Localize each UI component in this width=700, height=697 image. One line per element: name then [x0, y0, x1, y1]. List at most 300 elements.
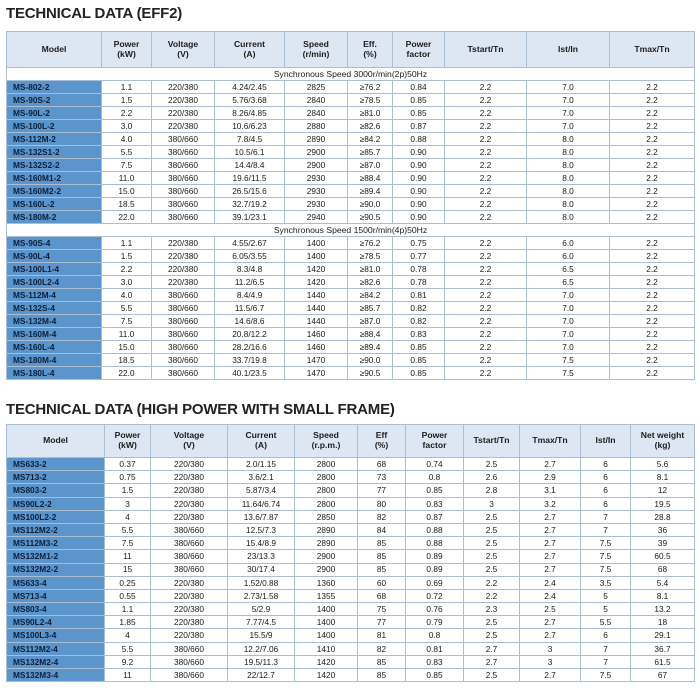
model-cell: MS-160L-2: [7, 198, 102, 211]
table-cell: 0.76: [406, 603, 464, 616]
table-cell: ≥82.6: [348, 120, 393, 133]
model-cell: MS-100L1-4: [7, 263, 102, 276]
table-cell: 2.2: [610, 250, 695, 263]
table-cell: 32.7/19.2: [215, 198, 285, 211]
table-row: [7, 616, 695, 629]
table-cell: 7.77/4.5: [228, 616, 295, 629]
table-row: [7, 354, 695, 367]
table-cell: 7.5: [527, 367, 610, 380]
table-cell: 220/380: [152, 107, 215, 120]
table-cell: 2.8: [464, 484, 520, 497]
table-cell: 220/380: [152, 120, 215, 133]
table-cell: 2940: [285, 211, 348, 224]
table-cell: 380/660: [152, 133, 215, 146]
table-cell: 7.0: [527, 81, 610, 94]
table-cell: 0.88: [406, 523, 464, 536]
model-cell: MS100L2-2: [7, 510, 105, 523]
table-cell: 0.55: [105, 589, 151, 602]
table-cell: ≥82.6: [348, 276, 393, 289]
column-header: [152, 32, 215, 68]
table-cell: 5.87/3.4: [228, 484, 295, 497]
column-header-line: (V): [177, 48, 189, 59]
model-cell: MS112M3-2: [7, 537, 105, 550]
table-cell: 0.85: [406, 669, 464, 682]
table-cell: 7.8/4.5: [215, 133, 285, 146]
column-header: [215, 32, 285, 68]
table-cell: 77: [358, 616, 406, 629]
column-header-line: Model: [43, 435, 68, 446]
table-cell: 2.2: [610, 354, 695, 367]
table-cell: 82: [358, 510, 406, 523]
table-cell: 2.2: [445, 146, 527, 159]
table-row: [7, 550, 695, 563]
table-cell: 380/660: [152, 146, 215, 159]
table-cell: 2890: [295, 537, 358, 550]
column-header-line: (r/min): [302, 48, 330, 59]
model-cell: MS90L2-4: [7, 616, 105, 629]
table-cell: 220/380: [152, 94, 215, 107]
table-cell: 5.76/3.68: [215, 94, 285, 107]
table-cell: 0.89: [406, 550, 464, 563]
section-label: Synchronous Speed 1500r/min(4p)50Hz: [7, 224, 695, 237]
table-cell: 2.2: [445, 133, 527, 146]
table-cell: 2.9: [520, 471, 581, 484]
table-cell: 2890: [285, 133, 348, 146]
table-cell: 1.1: [105, 603, 151, 616]
table-cell: 7.0: [527, 120, 610, 133]
table-cell: 3: [105, 497, 151, 510]
table-cell: ≥88.4: [348, 172, 393, 185]
table-row: [7, 250, 695, 263]
table-cell: 7.5: [102, 159, 152, 172]
table-cell: 2.2: [445, 237, 527, 250]
model-cell: MS132M1-2: [7, 550, 105, 563]
column-header-line: (kg): [654, 440, 671, 450]
table-cell: 1.5: [102, 94, 152, 107]
table-cell: 1440: [285, 315, 348, 328]
table-cell: 4: [105, 510, 151, 523]
table-cell: 3.0: [102, 120, 152, 133]
table-cell: 380/660: [152, 211, 215, 224]
table-row: [7, 669, 695, 682]
table-cell: 2.7: [520, 629, 581, 642]
column-header: [631, 425, 695, 458]
table-cell: 2.2: [610, 172, 695, 185]
model-cell: MS-100L2-4: [7, 276, 102, 289]
table-cell: 220/380: [151, 471, 228, 484]
table-cell: 2.2: [445, 315, 527, 328]
table-cell: 2800: [295, 484, 358, 497]
table-row: [7, 367, 695, 380]
table-cell: 1400: [295, 603, 358, 616]
table-cell: 6.05/3.55: [215, 250, 285, 263]
table-cell: 0.82: [393, 315, 445, 328]
table-cell: 2800: [295, 458, 358, 471]
model-cell: MS-132S-4: [7, 302, 102, 315]
table-cell: 7.5: [581, 537, 631, 550]
table-cell: 2.2: [610, 146, 695, 159]
table-cell: 2.3: [464, 603, 520, 616]
table-cell: 0.89: [406, 563, 464, 576]
table-cell: 5: [581, 603, 631, 616]
table-cell: 12: [631, 484, 695, 497]
table-row: [7, 276, 695, 289]
table-cell: 28.8: [631, 510, 695, 523]
table-cell: ≥87.0: [348, 315, 393, 328]
table-cell: 0.85: [393, 107, 445, 120]
table-cell: 6: [581, 629, 631, 642]
table-cell: 2.0/1.15: [228, 458, 295, 471]
model-cell: MS713-4: [7, 589, 105, 602]
table-cell: 85: [358, 563, 406, 576]
table-cell: 8.1: [631, 471, 695, 484]
table-cell: 3: [520, 655, 581, 668]
table-cell: 82: [358, 642, 406, 655]
table-cell: 2.2: [445, 354, 527, 367]
table-cell: 80: [358, 497, 406, 510]
table-cell: 2.2: [464, 589, 520, 602]
table-cell: 7: [581, 655, 631, 668]
table-cell: 1.5: [102, 250, 152, 263]
table-cell: 68: [631, 563, 695, 576]
table-cell: 2.2: [445, 341, 527, 354]
model-cell: MS-160L-4: [7, 341, 102, 354]
table-cell: 0.78: [393, 263, 445, 276]
column-header-line: (%): [374, 440, 389, 450]
table-cell: 8.0: [527, 185, 610, 198]
table-cell: 380/660: [152, 289, 215, 302]
table-cell: 3.2: [520, 497, 581, 510]
table-cell: 11: [105, 669, 151, 682]
column-header: [520, 425, 581, 458]
table-cell: 380/660: [151, 655, 228, 668]
table-cell: 2.4: [520, 589, 581, 602]
table-cell: 85: [358, 537, 406, 550]
column-header-line: factor: [422, 440, 447, 450]
table-cell: 2930: [285, 185, 348, 198]
table-cell: 2800: [295, 471, 358, 484]
table-cell: 7.0: [527, 302, 610, 315]
table-cell: 2.2: [102, 263, 152, 276]
table-cell: 2.2: [610, 276, 695, 289]
table-cell: 14.4/8.4: [215, 159, 285, 172]
column-header-line: Eff.: [363, 38, 377, 49]
table-cell: 2.2: [445, 263, 527, 276]
table-cell: 8.4/4.9: [215, 289, 285, 302]
table-cell: 2.2: [610, 237, 695, 250]
table-cell: 7: [581, 523, 631, 536]
column-header-line: Voltage: [173, 430, 205, 441]
column-header: [102, 32, 152, 68]
table-cell: ≥78.5: [348, 250, 393, 263]
table-cell: 8.3/4.8: [215, 263, 285, 276]
table-cell: 380/660: [152, 328, 215, 341]
model-cell: MS-90S-4: [7, 237, 102, 250]
model-cell: MS803-4: [7, 603, 105, 616]
column-header: [610, 32, 695, 68]
table-cell: 2900: [295, 550, 358, 563]
table-cell: 4.0: [102, 133, 152, 146]
table-cell: 2.5: [464, 523, 520, 536]
model-cell: MS-180L-4: [7, 367, 102, 380]
table-cell: 2.2: [610, 107, 695, 120]
table-cell: 0.25: [105, 576, 151, 589]
table-cell: 1460: [285, 328, 348, 341]
table-cell: 1420: [285, 263, 348, 276]
table-cell: 2.2: [445, 198, 527, 211]
table-cell: 0.82: [393, 302, 445, 315]
table-cell: 220/380: [152, 276, 215, 289]
table-cell: 0.90: [393, 198, 445, 211]
table-cell: 2.2: [610, 263, 695, 276]
table-cell: 2.2: [610, 211, 695, 224]
table-cell: 0.81: [393, 289, 445, 302]
table-cell: 2.4: [520, 576, 581, 589]
table-cell: ≥89.4: [348, 341, 393, 354]
table-cell: 220/380: [152, 263, 215, 276]
model-cell: MS713-2: [7, 471, 105, 484]
table-cell: 380/660: [151, 523, 228, 536]
table-cell: 1420: [285, 276, 348, 289]
table-cell: 6.5: [527, 263, 610, 276]
column-header-line: Power: [421, 430, 448, 441]
table-cell: 11.64/6.74: [228, 497, 295, 510]
table-row: [7, 563, 695, 576]
table-row: [7, 458, 695, 471]
table-cell: 60.5: [631, 550, 695, 563]
table-cell: 2.2: [445, 302, 527, 315]
table-cell: 0.85: [406, 484, 464, 497]
column-header: [358, 425, 406, 458]
table-cell: 2.7: [520, 669, 581, 682]
column-header-line: (V): [183, 440, 195, 450]
table-cell: 73: [358, 471, 406, 484]
table-cell: 1.52/0.88: [228, 576, 295, 589]
table-cell: 2.2: [445, 328, 527, 341]
table-cell: 380/660: [151, 537, 228, 550]
column-header: [393, 32, 445, 68]
table-cell: 1470: [285, 354, 348, 367]
column-header-line: Current: [245, 430, 277, 441]
table-cell: 14.6/8.6: [215, 315, 285, 328]
table-cell: 4.55/2.67: [215, 237, 285, 250]
column-header-line: Tstart/Tn: [473, 435, 510, 446]
table-cell: 3: [464, 497, 520, 510]
table-cell: 13.2: [631, 603, 695, 616]
table-cell: 1440: [285, 302, 348, 315]
table-cell: 5.5: [102, 302, 152, 315]
table-cell: 0.81: [406, 642, 464, 655]
column-header: [7, 32, 102, 68]
model-cell: MS100L3-4: [7, 629, 105, 642]
table-cell: ≥78.5: [348, 94, 393, 107]
column-header-line: (A): [255, 440, 267, 450]
column-header-line: Power: [114, 430, 141, 441]
table-cell: 4.0: [102, 289, 152, 302]
table-cell: 3.5: [581, 576, 631, 589]
table-cell: 2.2: [464, 576, 520, 589]
table-cell: 5.5: [581, 616, 631, 629]
table-cell: 6.0: [527, 237, 610, 250]
column-header-line: Tstart/Tn: [467, 43, 504, 54]
table-cell: 15.4/8.9: [228, 537, 295, 550]
table-cell: 10.5/6.1: [215, 146, 285, 159]
table-cell: 3.1: [520, 484, 581, 497]
table-cell: 6: [581, 497, 631, 510]
table-cell: 7.5: [527, 354, 610, 367]
model-cell: MS-802-2: [7, 81, 102, 94]
column-header-line: Voltage: [167, 38, 199, 49]
table-cell: 380/660: [152, 367, 215, 380]
table-cell: 6.5: [527, 276, 610, 289]
table-row: [7, 211, 695, 224]
model-cell: MS-112M-2: [7, 133, 102, 146]
table-cell: 85: [358, 550, 406, 563]
table-cell: 220/380: [151, 603, 228, 616]
table-cell: 40.1/23.5: [215, 367, 285, 380]
table-row: [7, 185, 695, 198]
table-cell: 0.85: [393, 94, 445, 107]
column-header-line: Ist/In: [595, 435, 616, 446]
table-cell: 68: [358, 458, 406, 471]
table-cell: 2.7: [464, 642, 520, 655]
table-cell: 5/2.9: [228, 603, 295, 616]
table-cell: 9.2: [105, 655, 151, 668]
table2-header-row: [7, 425, 695, 458]
table-cell: 2.7: [520, 537, 581, 550]
table-cell: 2.2: [445, 120, 527, 133]
table-row: [7, 198, 695, 211]
table-cell: 8.1: [631, 589, 695, 602]
table-row: [7, 603, 695, 616]
table-cell: 81: [358, 629, 406, 642]
high-power-data-table: [6, 424, 695, 682]
table-cell: 33.7/19.8: [215, 354, 285, 367]
table-row: [7, 341, 695, 354]
model-cell: MS-90L-2: [7, 107, 102, 120]
table-cell: 2.2: [610, 94, 695, 107]
table-cell: 5.5: [105, 642, 151, 655]
table-cell: 6.0: [527, 250, 610, 263]
table-cell: 7.0: [527, 289, 610, 302]
table-cell: 380/660: [152, 198, 215, 211]
table-cell: 0.85: [393, 367, 445, 380]
table-cell: 0.90: [393, 185, 445, 198]
model-cell: MS633-2: [7, 458, 105, 471]
table-cell: 1400: [295, 629, 358, 642]
table-cell: 220/380: [151, 458, 228, 471]
table-cell: 29.1: [631, 629, 695, 642]
table-row: [7, 642, 695, 655]
table-cell: 0.83: [393, 328, 445, 341]
model-cell: MS-90S-2: [7, 94, 102, 107]
table-cell: 220/380: [151, 576, 228, 589]
table-cell: 68: [358, 589, 406, 602]
table-cell: 7.0: [527, 315, 610, 328]
section-label: Synchronous Speed 3000r/min(2p)50Hz: [7, 68, 695, 81]
column-header-line: Power: [113, 38, 140, 49]
table-cell: 1470: [285, 367, 348, 380]
table-cell: 7.5: [105, 537, 151, 550]
table-cell: ≥87.0: [348, 159, 393, 172]
table-cell: 0.79: [406, 616, 464, 629]
table-cell: 220/380: [151, 497, 228, 510]
table-cell: 4.24/2.45: [215, 81, 285, 94]
table-cell: 2.7: [520, 616, 581, 629]
table-cell: 0.75: [105, 471, 151, 484]
table-cell: 2.7: [520, 563, 581, 576]
column-header: [581, 425, 631, 458]
table-cell: 0.85: [393, 341, 445, 354]
table-cell: 85: [358, 669, 406, 682]
table-cell: 0.83: [406, 655, 464, 668]
table-cell: 2.5: [464, 510, 520, 523]
table-cell: 2.5: [464, 550, 520, 563]
table-cell: 1460: [285, 341, 348, 354]
table-cell: 2.2: [610, 302, 695, 315]
table-cell: 11.0: [102, 172, 152, 185]
model-cell: MS132M3-4: [7, 669, 105, 682]
table-cell: 220/380: [152, 237, 215, 250]
table-cell: 5: [581, 589, 631, 602]
table-cell: 18.5: [102, 198, 152, 211]
table-cell: 0.69: [406, 576, 464, 589]
table-cell: 8.0: [527, 198, 610, 211]
table-cell: 380/660: [152, 302, 215, 315]
column-header: [7, 425, 105, 458]
table-cell: 2.2: [610, 289, 695, 302]
table-cell: 0.8: [406, 629, 464, 642]
table-cell: 2.2: [610, 328, 695, 341]
table-cell: ≥81.0: [348, 263, 393, 276]
table-cell: 2840: [285, 94, 348, 107]
table-cell: 2.2: [445, 250, 527, 263]
table-row: [7, 289, 695, 302]
table-cell: 15.0: [102, 341, 152, 354]
table-cell: 61.5: [631, 655, 695, 668]
table-cell: 39.1/23.1: [215, 211, 285, 224]
table-cell: 2.2: [610, 315, 695, 328]
table-cell: 220/380: [152, 250, 215, 263]
model-cell: MS-132S1-2: [7, 146, 102, 159]
table-cell: 2930: [285, 172, 348, 185]
model-cell: MS-180M-4: [7, 354, 102, 367]
table-cell: ≥90.5: [348, 367, 393, 380]
table-row: [7, 471, 695, 484]
section-row: [7, 224, 695, 237]
table-cell: 0.83: [406, 497, 464, 510]
table-cell: 2.2: [445, 276, 527, 289]
table-cell: 2840: [285, 107, 348, 120]
table-cell: 5.5: [105, 523, 151, 536]
table-cell: 22.0: [102, 367, 152, 380]
table-row: [7, 589, 695, 602]
table-cell: 30/17.4: [228, 563, 295, 576]
table-cell: 23/13.3: [228, 550, 295, 563]
model-cell: MS132M2-4: [7, 655, 105, 668]
table-cell: 28.2/16.6: [215, 341, 285, 354]
table-cell: 0.90: [393, 211, 445, 224]
table-cell: 5.4: [631, 576, 695, 589]
table-cell: 7.0: [527, 94, 610, 107]
table-cell: 84: [358, 523, 406, 536]
table-cell: 380/660: [151, 642, 228, 655]
table-cell: 2.2: [102, 107, 152, 120]
table-cell: 26.5/15.6: [215, 185, 285, 198]
table-cell: 6: [581, 484, 631, 497]
table-row: [7, 107, 695, 120]
table-cell: 220/380: [151, 589, 228, 602]
